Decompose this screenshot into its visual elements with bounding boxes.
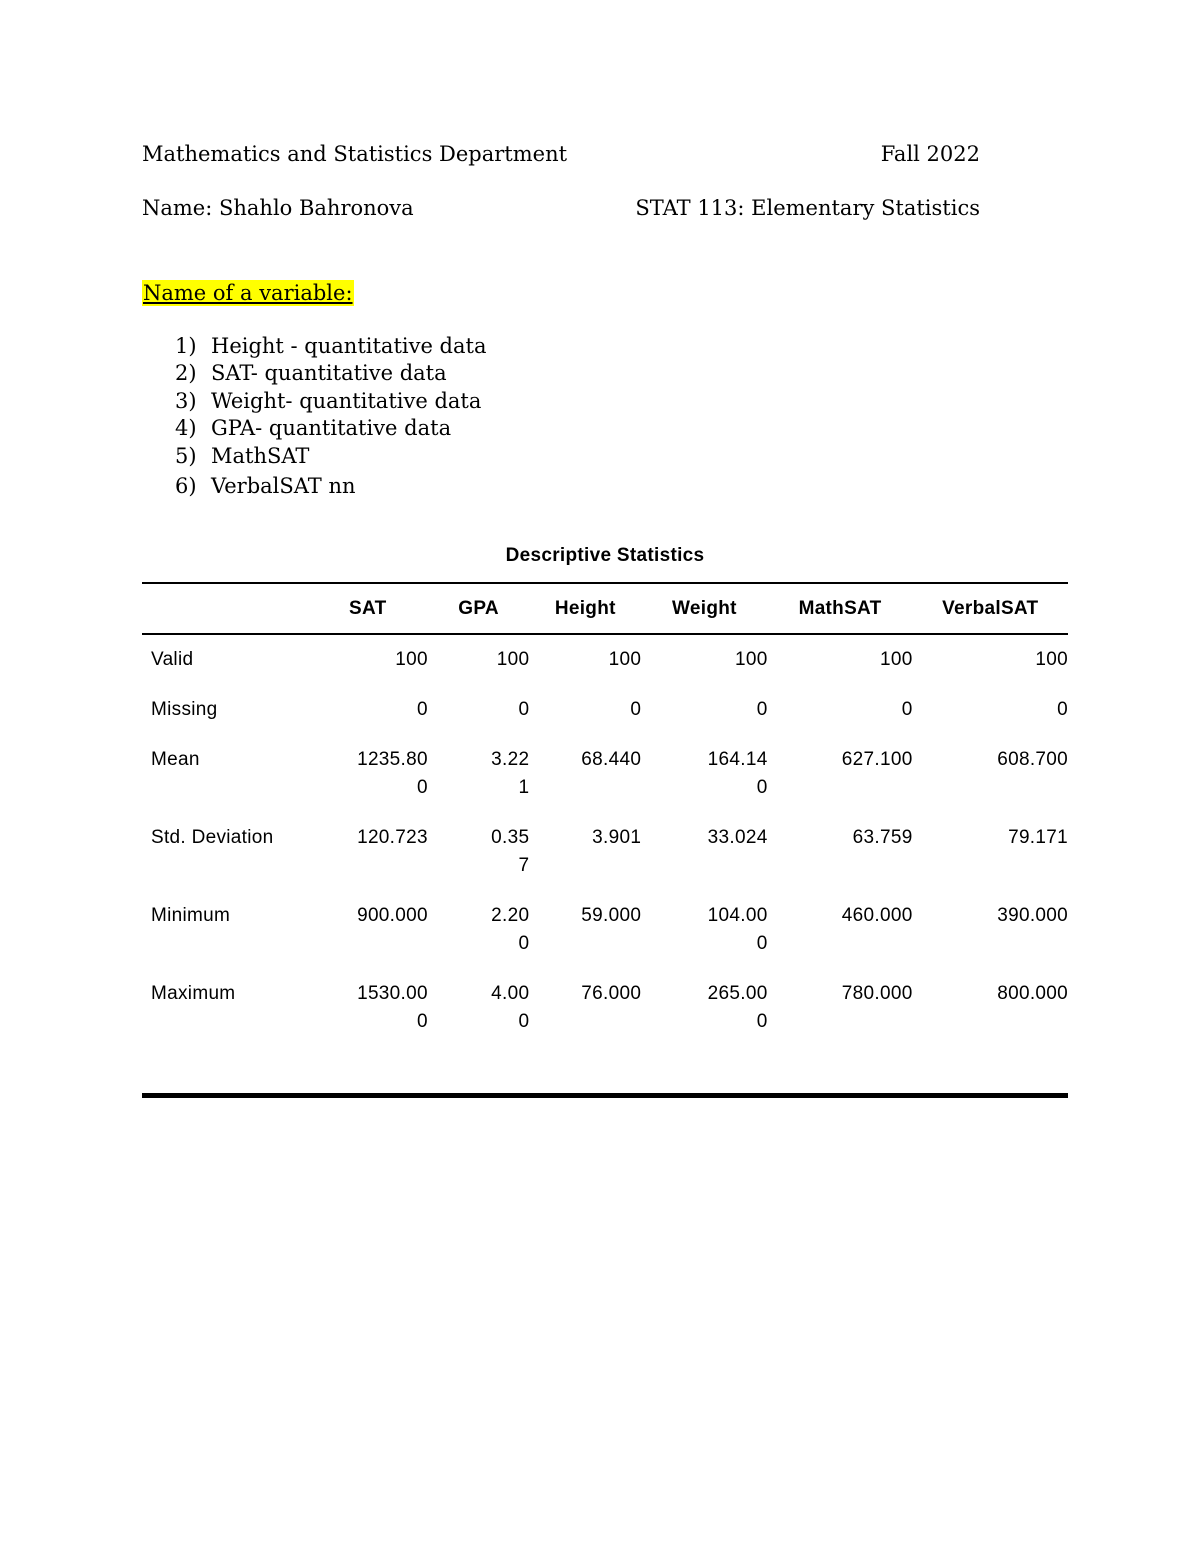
table-cell: 1235.800 bbox=[357, 749, 428, 798]
table-cell: 63.759 bbox=[852, 827, 913, 848]
row-label: Missing bbox=[151, 699, 218, 720]
list-item-number: 4) bbox=[175, 416, 197, 441]
table-cell: 627.100 bbox=[841, 749, 913, 770]
list-item bbox=[175, 473, 486, 500]
table-title: Descriptive Statistics bbox=[505, 545, 705, 566]
table-cell: 780.000 bbox=[841, 983, 913, 1004]
table-row bbox=[142, 634, 1068, 685]
course-text: STAT 113: Elementary Statistics bbox=[635, 196, 980, 220]
list-item-text: VerbalSAT nn bbox=[211, 473, 356, 498]
list-item-text: SAT- quantitative data bbox=[211, 361, 447, 386]
list-item-number: 5) bbox=[175, 443, 197, 468]
column-header: Height bbox=[554, 597, 616, 619]
table-cell: 100 bbox=[879, 649, 913, 670]
header-row-2 bbox=[142, 195, 980, 221]
table-cell: 0 bbox=[1057, 699, 1068, 720]
list-item bbox=[175, 443, 486, 470]
table-cell: 33.024 bbox=[707, 827, 768, 848]
table-cell: 100 bbox=[496, 649, 530, 670]
column-header: Weight bbox=[672, 597, 737, 619]
list-item-text: Weight- quantitative data bbox=[211, 388, 482, 413]
list-item bbox=[175, 360, 486, 387]
section-heading: Name of a variable: bbox=[143, 281, 353, 305]
table-cell: 100 bbox=[608, 649, 642, 670]
row-label: Std. Deviation bbox=[151, 827, 274, 848]
table-cell: 164.140 bbox=[707, 749, 768, 798]
table-cell: 265.000 bbox=[707, 983, 768, 1032]
column-header: MathSAT bbox=[798, 597, 882, 619]
table-bottom-rule bbox=[142, 1093, 1068, 1098]
row-label: Minimum bbox=[151, 905, 231, 926]
list-item-number: 3) bbox=[175, 388, 197, 413]
department-text: Mathematics and Statistics Department bbox=[142, 142, 568, 166]
table-cell: 390.000 bbox=[997, 905, 1068, 926]
table-cell: 100 bbox=[734, 649, 768, 670]
table-cell: 120.723 bbox=[357, 827, 428, 848]
table-cell: 1530.000 bbox=[357, 983, 428, 1032]
table-cell: 460.000 bbox=[841, 905, 913, 926]
table-cell: 2.200 bbox=[491, 905, 530, 954]
table-cell: 0 bbox=[416, 699, 428, 720]
list-item-number: 2) bbox=[175, 361, 197, 386]
header-row-1 bbox=[142, 141, 980, 167]
student-name-text: Name: Shahlo Bahronova bbox=[142, 196, 414, 220]
table-row bbox=[142, 685, 1068, 735]
list-item-text: MathSAT bbox=[211, 443, 310, 468]
list-item-number: 6) bbox=[175, 473, 197, 498]
table-cell: 608.700 bbox=[997, 749, 1068, 770]
column-header bbox=[142, 583, 308, 634]
table-cell: 100 bbox=[1035, 649, 1068, 670]
table-row bbox=[142, 891, 1068, 969]
table-row bbox=[142, 735, 1068, 813]
table-cell: 79.171 bbox=[1008, 827, 1068, 848]
column-header: SAT bbox=[349, 597, 387, 619]
list-item bbox=[175, 388, 486, 415]
table-cell: 3.901 bbox=[592, 827, 642, 848]
table-cell: 104.000 bbox=[707, 905, 768, 954]
list-item bbox=[175, 333, 486, 360]
list-item bbox=[175, 415, 486, 442]
table-cell: 0 bbox=[630, 699, 642, 720]
table-cell: 0.357 bbox=[491, 827, 530, 876]
term-text: Fall 2022 bbox=[880, 142, 980, 166]
table-cell: 100 bbox=[395, 649, 428, 670]
row-label: Valid bbox=[151, 649, 194, 670]
list-item-text: GPA- quantitative data bbox=[211, 416, 452, 441]
column-header: GPA bbox=[458, 597, 499, 619]
row-label: Maximum bbox=[151, 983, 236, 1004]
table-cell: 900.000 bbox=[357, 905, 428, 926]
list-item-number: 1) bbox=[175, 334, 197, 358]
table-cell: 0 bbox=[901, 699, 913, 720]
table-cell: 59.000 bbox=[581, 905, 642, 926]
table-cell: 800.000 bbox=[997, 983, 1068, 1004]
table-cell: 76.000 bbox=[581, 983, 642, 1004]
table-cell: 4.000 bbox=[491, 983, 530, 1032]
table-cell: 0 bbox=[518, 699, 530, 720]
table-row bbox=[142, 813, 1068, 891]
descriptive-statistics-table bbox=[142, 582, 1068, 1047]
column-header: VerbalSAT bbox=[942, 597, 1039, 619]
table-header-row bbox=[142, 583, 1068, 634]
variable-list bbox=[175, 333, 486, 500]
list-item-text: Height - quantitative data bbox=[211, 334, 487, 358]
table-row bbox=[142, 969, 1068, 1047]
table-cell: 0 bbox=[756, 699, 768, 720]
table-cell: 68.440 bbox=[581, 749, 642, 770]
row-label: Mean bbox=[151, 749, 200, 770]
table-cell: 3.221 bbox=[491, 749, 530, 798]
